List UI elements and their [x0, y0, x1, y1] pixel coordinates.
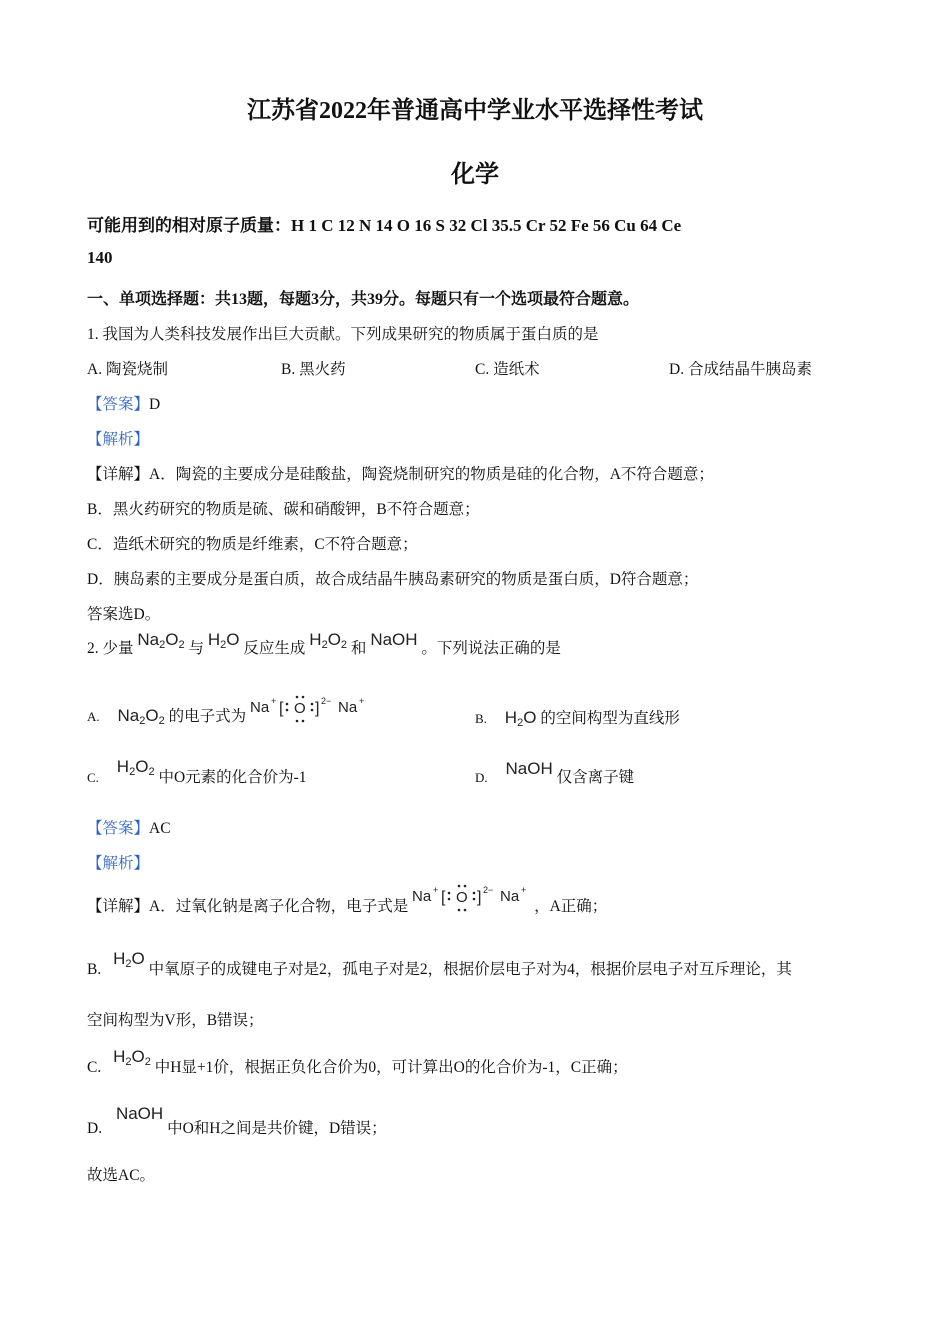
q2-stem-mid2: 反应生成	[243, 640, 306, 657]
q2-detail-d-text: 中O和H之间是共价键，D错误；	[167, 1120, 387, 1137]
q2-stem	[87, 630, 561, 659]
q2-detail-a-end: ，A正确；	[534, 898, 608, 915]
q2-detail-c	[87, 1047, 628, 1078]
q1-answer-line	[87, 392, 160, 414]
electron-dot-formula-na2o2	[250, 694, 372, 728]
section-heading: 一、单项选择题：共13题，每题3分，共39分。每题只有一个选项最符合题意。	[87, 291, 640, 308]
q1-analysis-tag: 【解析】	[87, 431, 150, 448]
atomic-masses-line2: 140	[87, 248, 113, 267]
q2-opt-d-text: 仅含离子键	[556, 769, 635, 786]
q1-option-d: D. 合成结晶牛胰岛素	[669, 361, 812, 378]
formula-naoh: NaOH	[370, 630, 418, 649]
q2-detail-a	[87, 885, 608, 917]
q1-detail-a	[87, 462, 714, 484]
svg-text:+: +	[359, 696, 365, 707]
q2-option-a	[87, 696, 372, 728]
q1-detail-a-text: A．陶瓷的主要成分是硅酸盐，陶瓷烧制研究的物质是硅的化合物，A不符合题意；	[149, 466, 714, 483]
q1-conclusion: 答案选D。	[87, 606, 161, 623]
q2-detail-c-text: 中H显+1价，根据正负化合价为0，可计算出O的化合价为-1，C正确；	[154, 1059, 628, 1076]
electron-dot-formula-na2o2	[412, 883, 534, 917]
q1-option-b: B. 黑火药	[281, 361, 346, 378]
answer-tag: 【答案】	[87, 820, 150, 837]
svg-text:Na: Na	[500, 888, 520, 906]
formula-na2o2: $Na_2O_2$	[137, 630, 185, 651]
formula-h2o: $H_2O$	[504, 708, 537, 729]
q2-stem-mid3: 和	[350, 640, 367, 657]
q2-detail-a-text: A．过氧化钠是离子化合物，电子式是	[149, 898, 409, 915]
atomic-masses-line1: 可能用到的相对原子质量：H 1 C 12 N 14 O 16 S 32 Cl 35.5 Cr 52 Fe 56 Cu 64 Ce	[87, 216, 682, 235]
formula-h2o2: $H_2O_2$	[113, 1047, 151, 1068]
q1-detail-d: D．胰岛素的主要成分是蛋白质，故合成结晶牛胰岛素研究的物质是蛋白质，D符合题意；	[87, 571, 699, 588]
svg-text:+: +	[433, 885, 439, 896]
svg-text:]: ]	[477, 889, 482, 907]
svg-text:2−: 2−	[321, 696, 332, 707]
svg-text:[: [	[441, 889, 446, 907]
q2-opt-a-text: 的电子式为	[168, 708, 247, 725]
svg-text:Na: Na	[338, 699, 358, 717]
q2-detail-b-text: 中氧原子的成键电子对是2，孤电子对是2，根据价层电子对为4，根据价层电子对互斥理论，其	[148, 961, 792, 978]
svg-text:O: O	[294, 700, 306, 718]
q2-opt-b-text: 的空间构型为直线形	[540, 710, 680, 727]
q1-detail-c: C．造纸术研究的物质是纤维素，C不符合题意；	[87, 536, 418, 553]
q2-stem-mid1: 与	[188, 640, 204, 657]
q2-stem-prefix: 2. 少量	[87, 640, 134, 657]
q2-analysis-tag: 【解析】	[87, 855, 150, 872]
svg-text:Na: Na	[412, 888, 432, 906]
q2-opt-a-label: A.	[87, 709, 100, 724]
q2-option-c	[87, 757, 307, 788]
formula-h2o2: $H_2O_2$	[116, 757, 155, 778]
q2-answer: AC	[149, 820, 171, 837]
svg-text:+: +	[271, 696, 277, 707]
svg-text:+: +	[521, 885, 527, 896]
formula-h2o: $H_2O$	[207, 630, 240, 651]
q2-answer-line	[87, 816, 171, 838]
q2-detail-b	[87, 949, 792, 980]
q2-detail-b-label: B.	[87, 961, 102, 978]
q2-option-d	[475, 759, 635, 787]
svg-text:]: ]	[315, 700, 320, 718]
svg-text:Na: Na	[250, 699, 270, 717]
q2-detail-d	[87, 1104, 387, 1138]
q1-detail-b: B．黑火药研究的物质是硫、碳和硝酸钾，B不符合题意；	[87, 501, 480, 518]
q2-detail-c-label: C.	[87, 1059, 102, 1076]
formula-h2o: $H_2O$	[113, 949, 145, 970]
q2-detail-b-cont: 空间构型为V形，B错误；	[87, 1012, 264, 1029]
q2-option-b	[475, 706, 680, 729]
detail-tag: 【详解】	[87, 898, 150, 915]
q1-option-c: C. 造纸术	[475, 361, 540, 378]
q1-option-a: A. 陶瓷烧制	[87, 361, 168, 378]
formula-na2o2: $Na_2O_2$	[117, 706, 165, 727]
formula-naoh: NaOH	[115, 1104, 164, 1123]
formula-naoh: NaOH	[505, 759, 553, 778]
q2-conclusion: 故选AC。	[87, 1167, 156, 1184]
q1-stem: 1. 我国为人类科技发展作出巨大贡献。下列成果研究的物质属于蛋白质的是	[87, 326, 599, 343]
q1-answer: D	[149, 396, 161, 413]
answer-tag: 【答案】	[87, 396, 150, 413]
q2-opt-b-label: B.	[475, 711, 487, 726]
svg-text:2−: 2−	[483, 885, 494, 896]
page-title: 江苏省2022年普通高中学业水平选择性考试	[247, 98, 703, 124]
q2-opt-c-text: 中O元素的化合价为-1	[158, 769, 307, 786]
q2-opt-c-label: C.	[87, 770, 99, 785]
svg-text:O: O	[456, 889, 468, 907]
subject-title: 化学	[451, 162, 499, 188]
detail-tag: 【详解】	[87, 466, 150, 483]
svg-text:[: [	[279, 700, 284, 718]
q2-stem-suffix: 。下列说法正确的是	[421, 640, 561, 657]
formula-h2o2: $H_2O_2$	[309, 630, 348, 651]
q2-detail-d-label: D.	[87, 1120, 103, 1137]
q2-opt-d-label: D.	[475, 770, 488, 785]
